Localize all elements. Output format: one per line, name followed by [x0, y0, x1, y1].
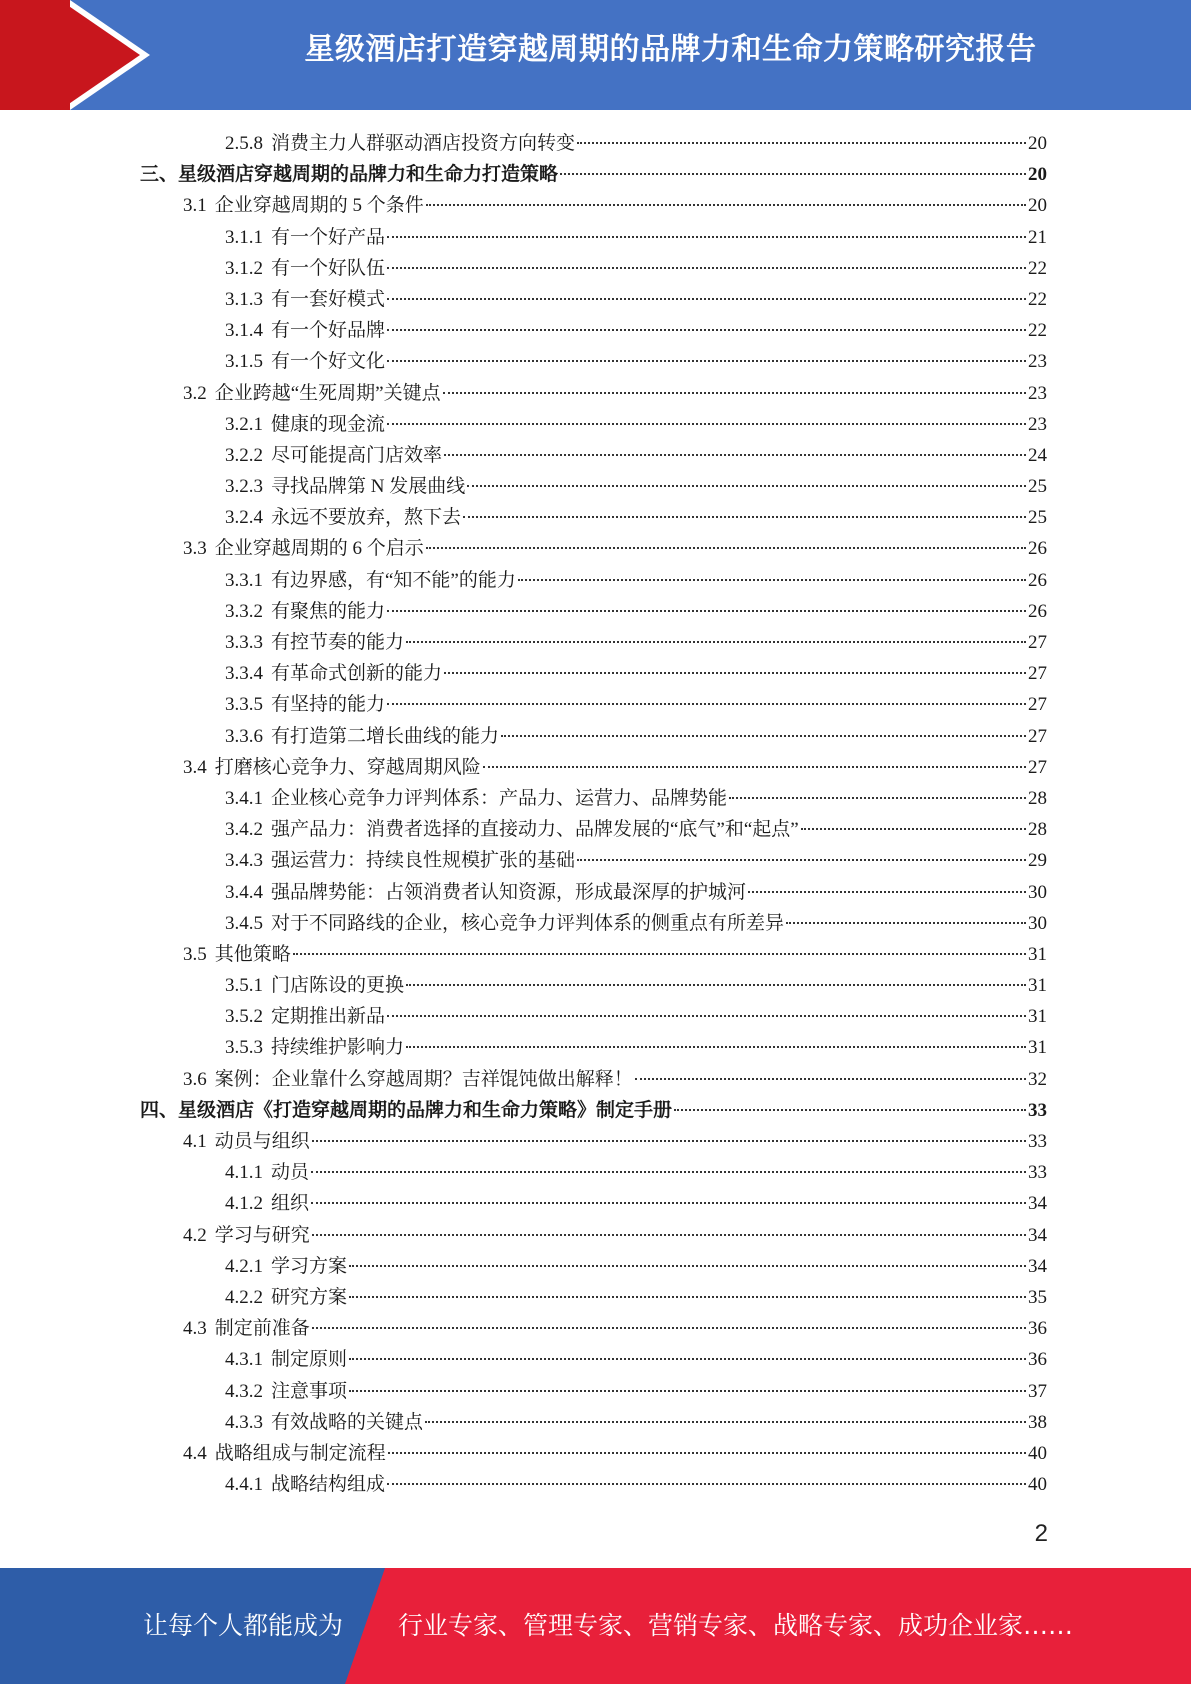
- toc-entry-page: 27: [1028, 663, 1047, 685]
- toc-entry-page: 28: [1028, 819, 1047, 841]
- toc-entry-number: 3.5.3: [225, 1037, 263, 1059]
- toc-entry[interactable]: [140, 1282, 1047, 1313]
- toc-entry[interactable]: [140, 253, 1047, 284]
- toc-entry-number: 3.5.2: [225, 1006, 263, 1028]
- toc-entry[interactable]: [140, 721, 1047, 752]
- toc-entry-page: 30: [1028, 912, 1047, 934]
- toc-entry-number: 3.3.5: [225, 694, 263, 716]
- toc-dot-leader: [387, 329, 1026, 331]
- toc-entry-page: 38: [1028, 1411, 1047, 1433]
- toc-entry-title: 企业穿越周期的 5 个条件: [214, 195, 424, 217]
- toc-entry-title: 制定前准备: [214, 1318, 310, 1340]
- toc-dot-leader: [501, 735, 1026, 737]
- toc-dot-leader: [293, 953, 1026, 955]
- toc-dot-leader: [483, 766, 1026, 768]
- toc-entry-page: 21: [1028, 226, 1047, 248]
- toc-entry-page: 24: [1028, 444, 1047, 466]
- toc-entry-number: 4.4.1: [225, 1474, 263, 1496]
- toc-entry-title: 有一套好模式: [271, 288, 386, 310]
- toc-entry-number: 3.5.1: [225, 975, 263, 997]
- toc-entry[interactable]: [140, 970, 1047, 1001]
- toc-entry[interactable]: [140, 190, 1047, 221]
- toc-dot-leader: [748, 891, 1026, 893]
- toc-entry-title: 学习方案: [271, 1255, 348, 1277]
- toc-dot-leader: [426, 204, 1026, 206]
- toc-entry-number: 3.2.1: [225, 413, 263, 435]
- toc-entry-number: 4.3.2: [225, 1380, 263, 1402]
- toc-entry-page: 25: [1028, 507, 1047, 529]
- toc-entry-number: 3.2.2: [225, 444, 263, 466]
- toc-entry-page: 26: [1028, 538, 1047, 560]
- toc-entry-number: 3.2.4: [225, 507, 263, 529]
- toc-entry[interactable]: [140, 222, 1047, 253]
- toc-entry-title: 有打造第二增长曲线的能力: [271, 725, 500, 747]
- toc-entry-page: 25: [1028, 476, 1047, 498]
- toc-entry-page: 31: [1028, 1006, 1047, 1028]
- toc-entry-title: 消费主力人群驱动酒店投资方向转变: [271, 133, 576, 154]
- toc-entry-title: 强产品力：消费者选择的直接动力、品牌发展的“底气”和“起点”: [271, 819, 799, 841]
- toc-entry-number: 3.1.1: [225, 226, 263, 248]
- toc-entry-title: 有边界感，有“知不能”的能力: [271, 569, 516, 591]
- toc-entry-page: 33: [1028, 1131, 1047, 1152]
- toc-entry[interactable]: [140, 378, 1047, 409]
- toc-dot-leader: [387, 423, 1026, 425]
- toc-entry-title: 组织: [271, 1193, 310, 1215]
- toc-entry-page: 34: [1028, 1193, 1047, 1215]
- toc-entry[interactable]: [140, 440, 1047, 471]
- toc-entry[interactable]: [140, 658, 1047, 689]
- toc-dot-leader: [387, 610, 1026, 612]
- toc-dot-leader: [801, 828, 1026, 830]
- toc-entry[interactable]: [140, 1157, 1047, 1188]
- toc-entry[interactable]: [140, 596, 1047, 627]
- toc-entry-page: 36: [1028, 1318, 1047, 1340]
- toc-entry-title: 有一个好队伍: [271, 257, 386, 279]
- toc-dot-leader: [406, 1046, 1026, 1048]
- toc-entry-page: 26: [1028, 600, 1047, 622]
- footer-slogan-right: 行业专家、管理专家、营销专家、战略专家、成功企业家……: [398, 1611, 1074, 1640]
- toc-entry-title: 打磨核心竞争力、穿越周期风险: [214, 756, 481, 778]
- toc-dot-leader: [388, 1452, 1026, 1454]
- toc-entry-number: 3.3.1: [225, 569, 263, 591]
- toc-entry-number: 4.1.1: [225, 1162, 263, 1184]
- toc-entry-title: 有一个好产品: [271, 226, 386, 248]
- toc-dot-leader: [349, 1390, 1026, 1392]
- toc-entry-title: 四、星级酒店《打造穿越周期的品牌力和生命力策略》制定手册: [140, 1099, 673, 1121]
- toc-dot-leader: [518, 579, 1026, 581]
- toc-dot-leader: [387, 703, 1026, 705]
- toc-entry-title: 强运营力：持续良性规模扩张的基础: [271, 850, 576, 872]
- toc-entry-number: 3.1.5: [225, 351, 263, 373]
- toc-entry[interactable]: [140, 1126, 1047, 1157]
- toc-dot-leader: [387, 1015, 1026, 1017]
- toc-entry-page: 23: [1028, 351, 1047, 373]
- toc-entry-page: 23: [1028, 413, 1047, 435]
- toc-entry-title: 有控节奏的能力: [271, 632, 405, 653]
- toc-entry[interactable]: [140, 284, 1047, 315]
- footer-slogan-left: 让每个人都能成为: [143, 1611, 344, 1640]
- toc-entry-page: 27: [1028, 725, 1047, 747]
- toc-entry-page: 40: [1028, 1442, 1047, 1464]
- toc-entry-title: 动员: [271, 1162, 310, 1184]
- toc-dot-leader: [426, 547, 1026, 549]
- toc-entry-number: 3.4.3: [225, 850, 263, 872]
- toc-entry-title: 对于不同路线的企业，核心竞争力评判体系的侧重点有所差异: [271, 912, 785, 934]
- toc-entry[interactable]: [140, 565, 1047, 596]
- toc-entry[interactable]: [140, 908, 1047, 939]
- toc-entry[interactable]: [140, 1469, 1047, 1500]
- toc-entry[interactable]: [140, 128, 1047, 159]
- toc-dot-leader: [463, 516, 1026, 518]
- toc-entry-title: 企业核心竞争力评判体系：产品力、运营力、品牌势能: [271, 787, 728, 809]
- toc-entry-number: 4.2.2: [225, 1286, 263, 1308]
- toc-entry-page: 37: [1028, 1380, 1047, 1402]
- toc-entry-title: 有坚持的能力: [271, 694, 386, 716]
- toc-entry[interactable]: [140, 783, 1047, 814]
- toc-entry-title: 有革命式创新的能力: [271, 663, 443, 685]
- toc-entry-title: 门店陈设的更换: [271, 975, 405, 997]
- toc-entry[interactable]: [140, 752, 1047, 783]
- toc-entry-title: 有效战略的关键点: [271, 1411, 424, 1433]
- toc-entry-page: 31: [1028, 975, 1047, 997]
- toc-dot-leader: [349, 1265, 1026, 1267]
- toc-entry[interactable]: [140, 1376, 1047, 1407]
- toc-entry-title: 注意事项: [271, 1380, 348, 1402]
- toc-dot-leader: [786, 922, 1026, 924]
- toc-dot-leader: [444, 454, 1026, 456]
- toc-entry[interactable]: [140, 877, 1047, 908]
- toc-entry-number: 3.3.4: [225, 663, 263, 685]
- toc-entry-number: 3.3.3: [225, 632, 263, 653]
- toc-entry[interactable]: [140, 346, 1047, 377]
- toc-dot-leader: [312, 1327, 1026, 1329]
- toc-dot-leader: [387, 1483, 1026, 1485]
- toc-entry-number: 4.3.1: [225, 1349, 263, 1371]
- toc-entry-number: 4.1: [183, 1131, 207, 1152]
- toc-entry-title: 战略组成与制定流程: [214, 1442, 386, 1464]
- toc-entry-number: 3.1.3: [225, 288, 263, 310]
- toc-entry[interactable]: [140, 1313, 1047, 1344]
- toc-entry-number: 3.2.3: [225, 476, 263, 498]
- report-title: 星级酒店打造穿越周期的品牌力和生命力策略研究报告: [304, 32, 1037, 67]
- toc-entry-title: 学习与研究: [214, 1224, 310, 1246]
- toc-entry-page: 20: [1028, 133, 1047, 154]
- toc-entry-page: 35: [1028, 1286, 1047, 1308]
- toc-dot-leader: [387, 267, 1026, 269]
- toc-entry-number: 3.1.2: [225, 257, 263, 279]
- toc-entry-number: 4.2.1: [225, 1255, 263, 1277]
- toc-entry-number: 3.5: [183, 943, 207, 965]
- toc-entry[interactable]: [140, 689, 1047, 720]
- table-of-contents: [140, 128, 1047, 1500]
- toc-dot-leader: [387, 360, 1026, 362]
- toc-entry-page: 36: [1028, 1349, 1047, 1371]
- toc-entry-number: 3.2: [183, 382, 207, 404]
- toc-entry-page: 30: [1028, 881, 1047, 903]
- toc-entry-number: 3.4.2: [225, 819, 263, 841]
- toc-entry-number: 4.4: [183, 1442, 207, 1464]
- toc-entry[interactable]: [140, 502, 1047, 533]
- toc-dot-leader: [387, 236, 1026, 238]
- toc-dot-leader: [467, 485, 1026, 487]
- toc-entry[interactable]: [140, 1032, 1047, 1063]
- toc-entry[interactable]: [140, 159, 1047, 190]
- toc-entry-page: 22: [1028, 288, 1047, 310]
- toc-entry-number: 2.5.8: [225, 133, 263, 154]
- toc-entry[interactable]: [140, 627, 1047, 658]
- toc-entry-title: 定期推出新品: [271, 1006, 386, 1028]
- toc-entry-number: 4.3: [183, 1318, 207, 1340]
- toc-entry-number: 3.3: [183, 538, 207, 560]
- toc-entry-title: 强品牌势能：占领消费者认知资源，形成最深厚的护城河: [271, 881, 747, 903]
- toc-entry-page: 29: [1028, 850, 1047, 872]
- toc-entry-title: 三、星级酒店穿越周期的品牌力和生命力打造策略: [140, 164, 559, 186]
- toc-entry[interactable]: [140, 1407, 1047, 1438]
- toc-entry-page: 31: [1028, 1037, 1047, 1059]
- toc-entry[interactable]: [140, 533, 1047, 564]
- page-number: 2: [1034, 1520, 1048, 1547]
- toc-entry-title: 有聚焦的能力: [271, 600, 386, 622]
- toc-entry-title: 企业跨越“生死周期”关键点: [214, 382, 441, 404]
- toc-entry-title: 有一个好文化: [271, 351, 386, 373]
- toc-dot-leader: [349, 1358, 1026, 1360]
- toc-dot-leader: [387, 298, 1026, 300]
- toc-dot-leader: [311, 1171, 1026, 1173]
- toc-entry-page: 33: [1028, 1162, 1047, 1184]
- toc-entry[interactable]: [140, 845, 1047, 876]
- toc-dot-leader: [425, 1421, 1026, 1423]
- toc-entry-number: 3.1: [183, 195, 207, 217]
- toc-entry-title: 尽可能提高门店效率: [271, 444, 443, 466]
- toc-dot-leader: [312, 1140, 1026, 1142]
- toc-entry-page: 27: [1028, 756, 1047, 778]
- toc-entry[interactable]: [140, 315, 1047, 346]
- toc-dot-leader: [729, 797, 1026, 799]
- toc-entry-number: 3.4.5: [225, 912, 263, 934]
- toc-entry[interactable]: [140, 1064, 1047, 1095]
- toc-dot-leader: [349, 1296, 1026, 1298]
- toc-entry-number: 3.3.6: [225, 725, 263, 747]
- toc-entry-title: 企业穿越周期的 6 个启示: [214, 538, 424, 560]
- toc-dot-leader: [311, 1202, 1026, 1204]
- toc-entry-page: 28: [1028, 787, 1047, 809]
- toc-entry-page: 20: [1028, 164, 1047, 186]
- toc-entry[interactable]: [140, 814, 1047, 845]
- toc-dot-leader: [674, 1109, 1026, 1111]
- toc-entry-number: 3.4: [183, 756, 207, 778]
- toc-dot-leader: [444, 672, 1026, 674]
- toc-entry[interactable]: [140, 1001, 1047, 1032]
- toc-entry[interactable]: [140, 1220, 1047, 1251]
- toc-entry-page: 33: [1028, 1099, 1047, 1121]
- toc-entry-page: 22: [1028, 320, 1047, 342]
- toc-entry[interactable]: [140, 1438, 1047, 1469]
- toc-dot-leader: [406, 641, 1026, 643]
- toc-entry[interactable]: [140, 939, 1047, 970]
- toc-entry-number: 3.6: [183, 1068, 207, 1090]
- toc-entry-page: 34: [1028, 1224, 1047, 1246]
- toc-entry-page: 20: [1028, 195, 1047, 217]
- toc-entry[interactable]: [140, 1251, 1047, 1282]
- toc-entry-page: 23: [1028, 382, 1047, 404]
- toc-entry-title: 其他策略: [214, 943, 291, 965]
- toc-entry-page: 26: [1028, 569, 1047, 591]
- toc-entry-page: 27: [1028, 694, 1047, 716]
- toc-entry[interactable]: [140, 1095, 1047, 1126]
- toc-entry-number: 4.2: [183, 1224, 207, 1246]
- toc-entry-title: 永远不要放弃，熬下去: [271, 507, 462, 529]
- toc-dot-leader: [577, 859, 1026, 861]
- page-footer: [0, 1568, 1191, 1684]
- toc-entry-title: 案例：企业靠什么穿越周期？吉祥馄饨做出解释！: [214, 1068, 633, 1090]
- toc-entry-number: 4.1.2: [225, 1193, 263, 1215]
- toc-entry[interactable]: [140, 1344, 1047, 1375]
- toc-dot-leader: [560, 173, 1026, 175]
- toc-entry-title: 持续维护影响力: [271, 1037, 405, 1059]
- header-red-chevron: [60, 0, 140, 110]
- toc-entry-number: 3.1.4: [225, 320, 263, 342]
- toc-entry-number: 4.3.3: [225, 1411, 263, 1433]
- toc-dot-leader: [577, 142, 1026, 144]
- toc-entry[interactable]: [140, 1188, 1047, 1219]
- toc-entry-title: 动员与组织: [214, 1131, 310, 1152]
- toc-entry-title: 制定原则: [271, 1349, 348, 1371]
- toc-entry-number: 3.3.2: [225, 600, 263, 622]
- toc-entry-page: 40: [1028, 1474, 1047, 1496]
- toc-entry-page: 32: [1028, 1068, 1047, 1090]
- toc-entry[interactable]: [140, 409, 1047, 440]
- toc-entry-title: 有一个好品牌: [271, 320, 386, 342]
- toc-entry-page: 31: [1028, 943, 1047, 965]
- toc-entry-page: 22: [1028, 257, 1047, 279]
- toc-entry-title: 健康的现金流: [271, 413, 386, 435]
- toc-entry[interactable]: [140, 471, 1047, 502]
- toc-entry-page: 34: [1028, 1255, 1047, 1277]
- toc-dot-leader: [443, 392, 1026, 394]
- toc-entry-number: 3.4.4: [225, 881, 263, 903]
- toc-entry-title: 寻找品牌第 N 发展曲线: [271, 476, 466, 498]
- toc-entry-page: 27: [1028, 632, 1047, 653]
- toc-dot-leader: [635, 1078, 1026, 1080]
- toc-dot-leader: [312, 1234, 1026, 1236]
- toc-dot-leader: [406, 984, 1026, 986]
- toc-entry-title: 研究方案: [271, 1286, 348, 1308]
- toc-entry-title: 战略结构组成: [271, 1474, 386, 1496]
- toc-entry-number: 3.4.1: [225, 787, 263, 809]
- page-header: [0, 0, 1191, 110]
